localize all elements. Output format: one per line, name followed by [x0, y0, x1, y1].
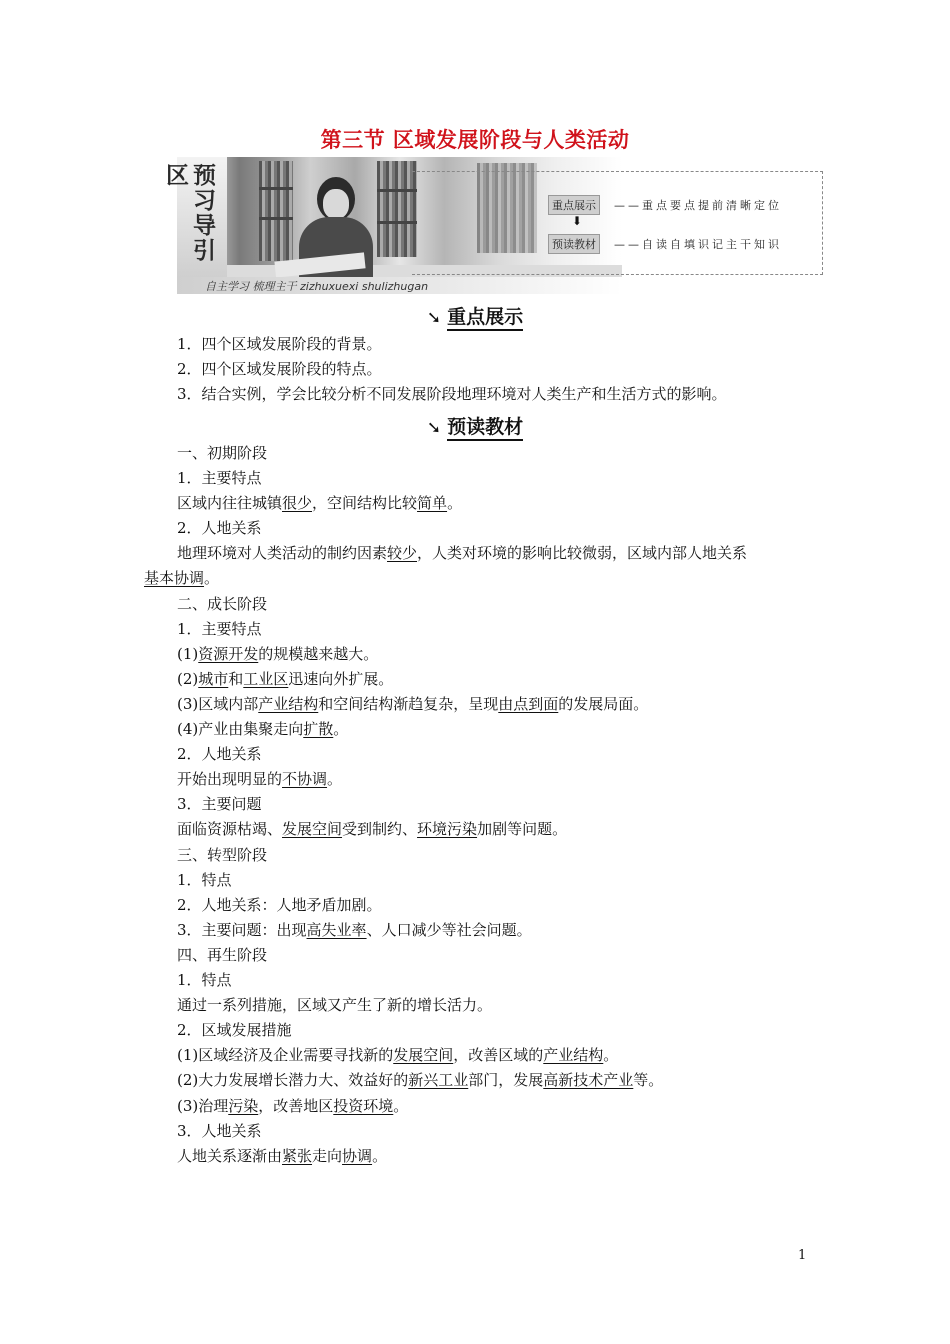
- banner-side-panel: [162, 157, 227, 277]
- text-line: [177, 384, 727, 404]
- text-line: [177, 1096, 408, 1116]
- text-line: [177, 995, 492, 1015]
- text-line: [177, 359, 382, 379]
- text-line: [177, 945, 267, 965]
- down-arrow-icon: ⬇: [572, 214, 583, 228]
- text-segment: 通过一系列措施，区域又产生了新的增长活力。: [177, 996, 493, 1014]
- text-line: [177, 694, 648, 714]
- text-segment: 。: [393, 1097, 409, 1115]
- fill-blank-answer: 产业结构: [258, 695, 319, 713]
- text-line: [177, 619, 262, 639]
- banner-caption: 自主学习 梳理主干 zizhuxuexi shulizhugan: [205, 280, 429, 293]
- text-segment: 。: [327, 770, 343, 788]
- text-segment: 。: [603, 1046, 619, 1064]
- text-line: [177, 794, 262, 814]
- fill-blank-answer: 基本协调: [144, 569, 205, 587]
- tag-preview: 预读教材: [548, 234, 600, 254]
- preview-banner: [162, 157, 823, 294]
- text-segment: ，改善区域的: [453, 1046, 544, 1064]
- text-segment: 和空间结构渐趋复杂，呈现: [318, 695, 499, 713]
- text-line: [177, 845, 267, 865]
- text-segment: 二、成长阶段: [177, 595, 268, 613]
- text-segment: 1．主要特点: [177, 620, 262, 638]
- text-segment: 1．主要特点: [177, 469, 262, 487]
- text-segment: 的发展局面。: [558, 695, 649, 713]
- text-segment: 2．区域发展措施: [177, 1021, 292, 1039]
- banner-info-box: [412, 171, 823, 275]
- fill-blank-answer: 高新技术产业: [543, 1071, 634, 1089]
- fill-blank-answer: 高失业率: [306, 921, 367, 939]
- fill-blank-answer: 产业结构: [543, 1046, 604, 1064]
- text-segment: 三、转型阶段: [177, 846, 268, 864]
- text-segment: 加剧等问题。: [477, 820, 568, 838]
- text-segment: ，人类对环境的影响比较微弱，区域内部人地关系: [417, 544, 748, 562]
- text-segment: 2．人地关系: [177, 519, 262, 537]
- text-line: [177, 719, 348, 739]
- fill-blank-answer: 协调: [342, 1147, 373, 1165]
- text-segment: 开始出现明显的: [177, 770, 283, 788]
- text-segment: 1．特点: [177, 971, 232, 989]
- text-line: [177, 669, 393, 689]
- text-line: [177, 1070, 663, 1090]
- fill-blank-answer: 城市: [198, 670, 229, 688]
- text-line: [177, 468, 262, 488]
- fill-blank-answer: 发展空间: [282, 820, 343, 838]
- text-segment: (4)产业由集聚走向: [177, 720, 304, 738]
- arrow-icon: ➘: [426, 308, 442, 328]
- text-segment: 3．结合实例，学会比较分析不同发展阶段地理环境对人类生产和生活方式的影响。: [177, 385, 727, 403]
- text-segment: 2．四个区域发展阶段的特点。: [177, 360, 382, 378]
- text-segment: 和: [228, 670, 244, 688]
- text-line: [177, 895, 382, 915]
- text-segment: 3．人地关系: [177, 1122, 262, 1140]
- fill-blank-answer: 由点到面: [498, 695, 559, 713]
- text-line: [177, 518, 262, 538]
- text-segment: 等。: [633, 1071, 664, 1089]
- text-segment: (3)治理: [177, 1097, 229, 1115]
- text-line: [177, 819, 567, 839]
- text-line: [177, 443, 267, 463]
- text-segment: 走向: [312, 1147, 343, 1165]
- text-segment: 。: [333, 720, 349, 738]
- fill-blank-answer: 紧张: [282, 1147, 313, 1165]
- arrow-icon: ➘: [426, 418, 442, 438]
- text-segment: 面临资源枯竭、: [177, 820, 283, 838]
- text-line: [144, 568, 219, 588]
- text-segment: 迅速向外扩展。: [288, 670, 394, 688]
- text-segment: (1): [177, 645, 199, 663]
- text-segment: 。: [447, 494, 463, 512]
- fill-blank-answer: 污染: [228, 1097, 259, 1115]
- text-segment: (1)区域经济及企业需要寻找新的: [177, 1046, 394, 1064]
- fill-blank-answer: 工业区: [243, 670, 289, 688]
- text-segment: 2．人地关系: [177, 745, 262, 763]
- fill-blank-answer: 资源开发: [198, 645, 259, 663]
- text-segment: 3．主要问题：出现: [177, 921, 307, 939]
- text-segment: 。: [372, 1147, 388, 1165]
- fill-blank-answer: 投资环境: [333, 1097, 394, 1115]
- fill-blank-answer: 较少: [387, 544, 418, 562]
- section-heading: 重点展示: [447, 306, 523, 331]
- text-segment: 一、初期阶段: [177, 444, 268, 462]
- banner-caption-bar: [177, 277, 622, 294]
- text-segment: 的规模越来越大。: [258, 645, 379, 663]
- text-segment: 人地关系逐渐由: [177, 1147, 283, 1165]
- fill-blank-answer: 发展空间: [393, 1046, 454, 1064]
- text-line: [177, 543, 747, 563]
- fill-blank-answer: 环境污染: [417, 820, 478, 838]
- text-line: [177, 920, 532, 940]
- text-line: [177, 870, 232, 890]
- fill-blank-answer: 新兴工业: [408, 1071, 469, 1089]
- text-line: [177, 1121, 262, 1141]
- text-segment: 、人口减少等社会问题。: [366, 921, 532, 939]
- text-segment: ，改善地区: [258, 1097, 334, 1115]
- text-line: [177, 644, 378, 664]
- text-line: [177, 1020, 292, 1040]
- text-segment: 3．主要问题: [177, 795, 262, 813]
- text-line: [177, 493, 462, 513]
- text-segment: 部门，发展: [468, 1071, 544, 1089]
- tag-key-points-desc: ——重点要点提前清晰定位: [614, 199, 782, 212]
- text-segment: 。: [204, 569, 220, 587]
- section-key-points: [0, 302, 950, 329]
- text-line: [177, 1146, 387, 1166]
- text-segment: (2): [177, 670, 199, 688]
- text-segment: (2)大力发展增长潜力大、效益好的: [177, 1071, 409, 1089]
- text-segment: ，空间结构比较: [312, 494, 418, 512]
- fill-blank-answer: 很少: [282, 494, 313, 512]
- text-segment: 四、再生阶段: [177, 946, 268, 964]
- fill-blank-answer: 不协调: [282, 770, 328, 788]
- text-line: [177, 970, 232, 990]
- text-line: [177, 334, 382, 354]
- text-segment: 1．四个区域发展阶段的背景。: [177, 335, 382, 353]
- text-line: [177, 1045, 618, 1065]
- fill-blank-answer: 简单: [417, 494, 448, 512]
- text-line: [177, 594, 267, 614]
- page-number: 1: [798, 1248, 807, 1263]
- text-segment: 区域内往往城镇: [177, 494, 283, 512]
- section-heading: 预读教材: [447, 416, 523, 441]
- text-segment: 受到制约、: [342, 820, 418, 838]
- fill-blank-answer: 扩散: [303, 720, 334, 738]
- text-segment: 2．人地关系：人地矛盾加剧。: [177, 896, 382, 914]
- text-line: [177, 769, 342, 789]
- tag-preview-desc: ——自读自填识记主干知识: [614, 238, 782, 251]
- text-segment: 地理环境对人类活动的制约因素: [177, 544, 388, 562]
- tag-key-points: 重点展示: [548, 195, 600, 215]
- text-line: [177, 744, 262, 764]
- banner-side-label: 预习导引区: [162, 163, 215, 263]
- text-segment: 1．特点: [177, 871, 232, 889]
- section-preview: [0, 412, 950, 439]
- page-title: 第三节 区域发展阶段与人类活动: [320, 128, 630, 152]
- text-segment: (3)区域内部: [177, 695, 259, 713]
